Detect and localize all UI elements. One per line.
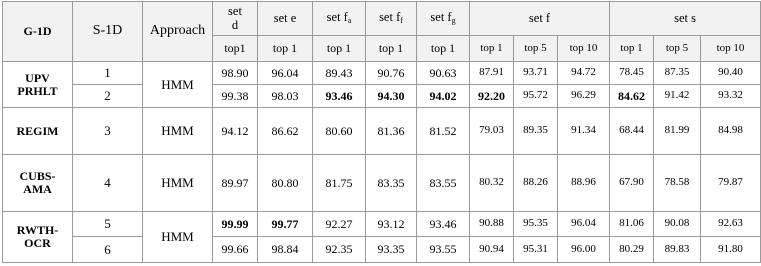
- value-cell: 84.98: [701, 108, 761, 155]
- value-cell-best: 94.30: [366, 85, 417, 108]
- value-cell: 81.06: [610, 212, 654, 237]
- value-cell: 89.83: [654, 237, 701, 263]
- value-cell: 96.04: [558, 212, 610, 237]
- subheader-cell: top 1: [470, 36, 514, 62]
- header-set-d: [213, 2, 258, 36]
- value-cell: 91.80: [701, 237, 761, 263]
- value-cell: 81.75: [313, 155, 366, 212]
- header-set-fa-sub: a: [347, 16, 352, 26]
- value-cell: 94.72: [558, 62, 610, 85]
- header-set-fg-base: set f: [430, 10, 452, 25]
- header-set-fa: [313, 2, 366, 36]
- value-cell: 80.29: [610, 237, 654, 263]
- approach-cell: HMM: [143, 62, 213, 108]
- approach-cell: HMM: [143, 212, 213, 263]
- value-cell: 95.35: [514, 212, 558, 237]
- value-cell: 93.35: [366, 237, 417, 263]
- value-cell: 81.36: [366, 108, 417, 155]
- value-cell: 92.35: [313, 237, 366, 263]
- value-cell-best: 92.20: [470, 85, 514, 108]
- value-cell: 88.96: [558, 155, 610, 212]
- subheader-cell: top 1: [313, 36, 366, 62]
- header-set-s: set s: [610, 2, 761, 36]
- subheader-cell: top 5: [514, 36, 558, 62]
- header-set-e: set e: [258, 2, 313, 36]
- header-set-fg: [417, 2, 470, 36]
- value-cell: 88.26: [514, 155, 558, 212]
- group-label-line: OCR: [24, 236, 51, 250]
- value-cell: 81.99: [654, 108, 701, 155]
- value-cell: 81.52: [417, 108, 470, 155]
- subheader-cell: top 10: [558, 36, 610, 62]
- s1d-cell: 5: [73, 212, 143, 237]
- value-cell: 95.31: [514, 237, 558, 263]
- group-label-line: UPV: [25, 70, 50, 85]
- value-cell: 80.32: [470, 155, 514, 212]
- value-cell: 78.45: [610, 62, 654, 85]
- value-cell: 67.90: [610, 155, 654, 212]
- subheader-cell: top 10: [701, 36, 761, 62]
- header-approach: Approach: [143, 2, 213, 62]
- subheader-cell: top 1: [258, 36, 313, 62]
- value-cell: 94.12: [213, 108, 258, 155]
- group-label-line: AMA: [23, 182, 52, 196]
- table-row: [3, 108, 761, 155]
- value-cell: 93.46: [417, 212, 470, 237]
- value-cell-best: 93.46: [313, 85, 366, 108]
- value-cell: 87.35: [654, 62, 701, 85]
- header-g1d: G-1D: [3, 2, 73, 62]
- value-cell: 87.91: [470, 62, 514, 85]
- value-cell: 80.60: [313, 108, 366, 155]
- value-cell: 99.38: [213, 85, 258, 108]
- table-row: [3, 85, 761, 108]
- value-cell: 96.00: [558, 237, 610, 263]
- value-cell: 89.35: [514, 108, 558, 155]
- subheader-cell: top 1: [417, 36, 470, 62]
- value-cell: 89.43: [313, 62, 366, 85]
- value-cell-best: 84.62: [610, 85, 654, 108]
- value-cell: 98.90: [213, 62, 258, 85]
- value-cell-best: 99.99: [213, 212, 258, 237]
- value-cell: 90.40: [701, 62, 761, 85]
- approach-cell: HMM: [143, 108, 213, 155]
- value-cell: 89.97: [213, 155, 258, 212]
- value-cell-best: 94.02: [417, 85, 470, 108]
- group-label-regim: REGIM: [3, 108, 73, 155]
- value-cell: 90.76: [366, 62, 417, 85]
- value-cell: 92.63: [701, 212, 761, 237]
- value-cell: 90.88: [470, 212, 514, 237]
- value-cell: 79.03: [470, 108, 514, 155]
- value-cell: 93.12: [366, 212, 417, 237]
- header-set-ff-sub: f: [400, 16, 403, 26]
- value-cell: 93.55: [417, 237, 470, 263]
- value-cell: 90.94: [470, 237, 514, 263]
- header-set-f: set f: [470, 2, 610, 36]
- group-label-cubs: [3, 155, 73, 212]
- s1d-cell: 3: [73, 108, 143, 155]
- s1d-cell: 1: [73, 62, 143, 85]
- group-label-line: RWTH-: [16, 223, 59, 238]
- table-row: [3, 237, 761, 263]
- value-cell: 68.44: [610, 108, 654, 155]
- value-cell: 83.35: [366, 155, 417, 212]
- header-set-fa-base: set f: [326, 10, 348, 25]
- s1d-cell: 2: [73, 85, 143, 108]
- subheader-cell: top1: [213, 36, 258, 62]
- value-cell: 99.66: [213, 237, 258, 263]
- value-cell: 93.32: [701, 85, 761, 108]
- subheader-cell: top 1: [366, 36, 417, 62]
- subheader-cell: top 1: [610, 36, 654, 62]
- header-set-ff-base: set f: [379, 10, 401, 25]
- header-set-d-line1: set: [228, 4, 242, 19]
- header-s1d: S-1D: [73, 2, 143, 62]
- value-cell: 90.63: [417, 62, 470, 85]
- table-row: [3, 212, 761, 237]
- value-cell: 98.03: [258, 85, 313, 108]
- group-label-rwth: [3, 212, 73, 263]
- subheader-cell: top 5: [654, 36, 701, 62]
- value-cell: 86.62: [258, 108, 313, 155]
- value-cell: 83.55: [417, 155, 470, 212]
- value-cell: 93.71: [514, 62, 558, 85]
- value-cell: 92.27: [313, 212, 366, 237]
- value-cell-best: 99.77: [258, 212, 313, 237]
- approach-cell: HMM: [143, 155, 213, 212]
- table-row: [3, 155, 761, 212]
- value-cell: 90.08: [654, 212, 701, 237]
- header-set-fg-sub: g: [451, 16, 456, 26]
- value-cell: 95.72: [514, 85, 558, 108]
- group-label-upv: [3, 62, 73, 108]
- header-set-d-line2: d: [231, 17, 239, 32]
- value-cell: 79.87: [701, 155, 761, 212]
- results-table: [2, 1, 761, 263]
- group-label-line: PRHLT: [17, 83, 58, 98]
- value-cell: 98.84: [258, 237, 313, 263]
- group-label-line: CUBS-: [19, 169, 56, 184]
- value-cell: 91.42: [654, 85, 701, 108]
- s1d-cell: 4: [73, 155, 143, 212]
- value-cell: 78.58: [654, 155, 701, 212]
- header-set-ff: [366, 2, 417, 36]
- value-cell: 80.80: [258, 155, 313, 212]
- table-row: [3, 62, 761, 85]
- value-cell: 96.04: [258, 62, 313, 85]
- value-cell: 91.34: [558, 108, 610, 155]
- s1d-cell: 6: [73, 237, 143, 263]
- value-cell: 96.29: [558, 85, 610, 108]
